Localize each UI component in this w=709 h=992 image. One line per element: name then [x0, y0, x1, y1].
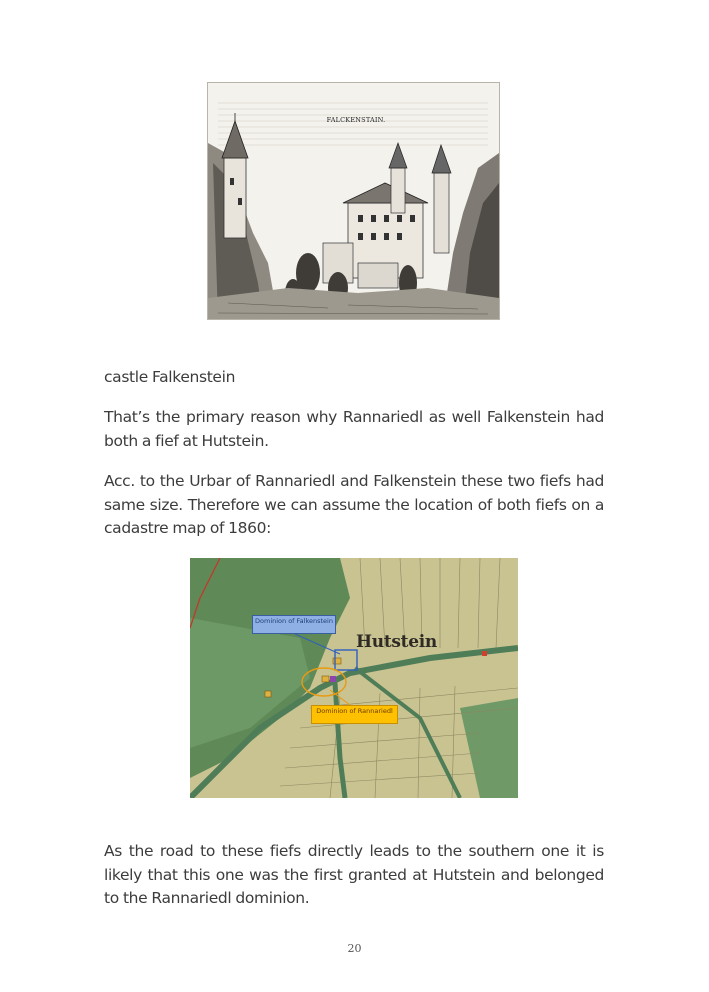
page-number: 20 — [347, 942, 362, 955]
paragraph-fief-reason: That’s the primary reason why Rannariedl as well Falkenstein had both a fief at Hutstein. — [104, 408, 604, 450]
paragraph-road-fiefs: As the road to these fiefs directly leads to the southern one it is likely that this one was the first granted at Hutstein and belonged to the Rannariedl dominion. — [104, 842, 604, 907]
castle-engraving-image — [207, 82, 500, 320]
engraving-title: FALCKENSTAIN. — [326, 116, 386, 124]
falkenstein-dominion-label: Dominion of Falkenstein — [252, 615, 336, 634]
rannariedl-dominion-label: Dominion of Rannariedl — [311, 705, 398, 724]
cadastre-map-image — [190, 558, 518, 798]
paragraph-urbar-fiefs: Acc. to the Urbar of Rannariedl and Falkenstein these two fiefs had same size. Therefore we can assume the location of both fiefs on a cadastre map of 1860: — [104, 472, 604, 537]
image-caption: castle Falkenstein — [104, 368, 236, 386]
cadastre-map-drawing — [190, 558, 518, 798]
map-town-label: Hutstein — [356, 632, 437, 652]
